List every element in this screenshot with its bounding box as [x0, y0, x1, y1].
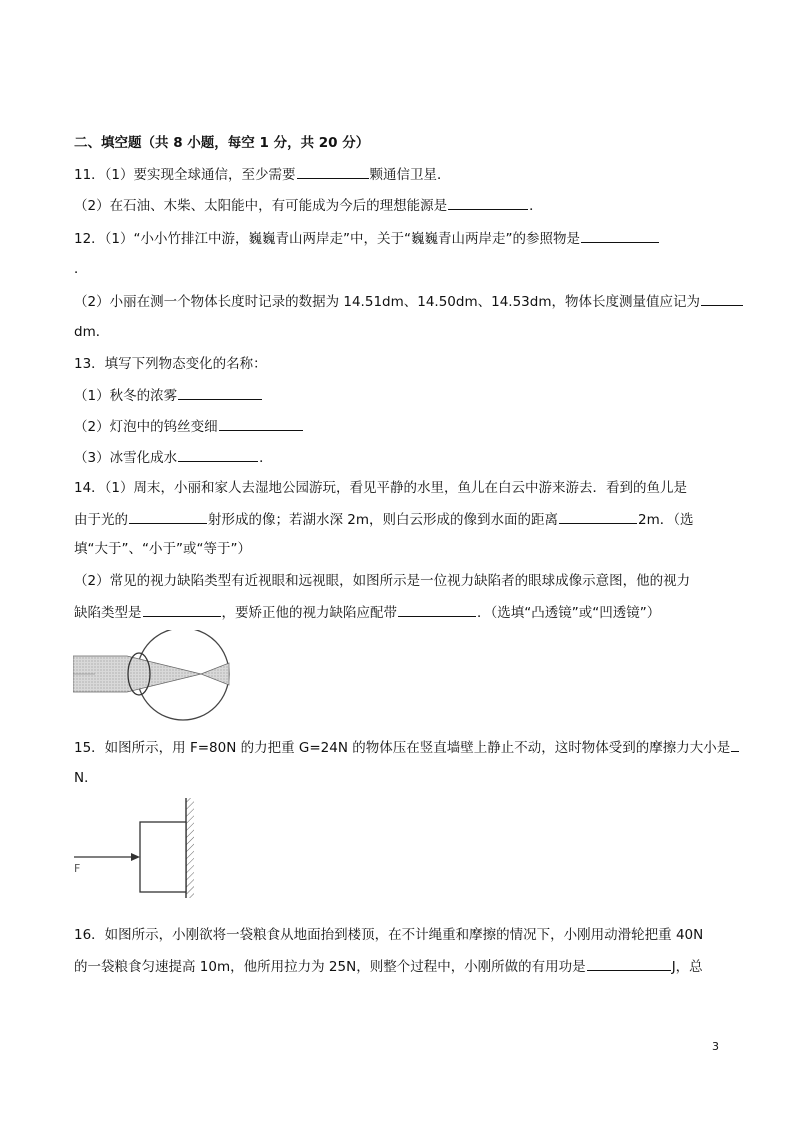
q11-line2 [74, 196, 543, 215]
q11-text-d: ． [529, 198, 543, 214]
q13-item3-end: ． [259, 450, 273, 466]
q14-line1: 14．（1）周末，小丽和家人去湿地公园游玩，看见平静的水里，鱼儿在白云中游来游去．看到的鱼儿是 [74, 480, 688, 496]
q14-text-a: 由于光的 [74, 512, 128, 528]
q14-text-e: ，要矫正他的视力缺陷应配带 [221, 605, 397, 621]
wall-force-diagram [72, 796, 197, 898]
block [140, 822, 186, 892]
wall-hatching [186, 798, 194, 898]
q15-text-a: 15．如图所示，用 F=80N 的力把重 G=24N 的物体压在竖直墙壁上静止不动，这时物体受到的摩擦力大小是 [74, 740, 731, 756]
q13-intro: 13．填写下列物态变化的名称： [74, 356, 267, 372]
q15-line2: N． [74, 770, 98, 786]
force-arrowhead [131, 853, 140, 861]
q16-text-a: 的一袋粮食匀速提高 10m，他所用拉力为 25N，则整个过程中，小刚所做的有用功是 [74, 959, 586, 975]
q11-text-c: （2）在石油、木柴、太阳能中，有可能成为今后的理想能源是 [74, 198, 448, 214]
q13-item3 [74, 448, 273, 467]
q11-blank-2[interactable] [448, 196, 528, 210]
q12-line4: dm． [74, 324, 110, 340]
q13-blank-3[interactable] [178, 448, 258, 462]
q12-line2: ． [74, 261, 88, 277]
page-number: 3 [712, 1040, 719, 1053]
q13-item3-text: （3）冰雪化成水 [74, 450, 178, 466]
q14-line5 [74, 603, 660, 622]
q13-blank-2[interactable] [219, 417, 303, 431]
q14-blank-1[interactable] [129, 510, 207, 524]
q11-line1 [74, 165, 451, 184]
q12-blank-2[interactable] [701, 292, 743, 306]
q14-blank-4[interactable] [398, 603, 476, 617]
q16-blank-1[interactable] [587, 957, 671, 971]
q14-text-d: 缺陷类型是 [74, 605, 142, 621]
q13-item2-text: （2）灯泡中的钨丝变细 [74, 419, 218, 435]
q14-blank-3[interactable] [143, 603, 221, 617]
q13-item1-text: （1）秋冬的浓雾 [74, 388, 178, 404]
light-diverge [201, 663, 229, 685]
eye-diagram [73, 630, 239, 722]
q15-blank-1[interactable] [731, 738, 739, 752]
q14-line4: （2）常见的视力缺陷类型有近视眼和远视眼，如图所示是一位视力缺陷者的眼球成像示意图，他的视力 [74, 573, 691, 589]
q14-text-f: ．（选填“凸透镜”或“凹透镜”） [477, 605, 661, 621]
q12-text-b: （2）小丽在测一个物体长度时记录的数据为 14.51dm、14.50dm、14.53dm，物体长度测量值应记为 [74, 294, 700, 310]
q12-text-a: 12．（1）“小小竹排江中游，巍巍青山两岸走”中，关于“巍巍青山两岸走”的参照物是 [74, 231, 580, 247]
q13-item2 [74, 417, 304, 436]
q16-text-b: J，总 [671, 959, 703, 975]
q14-text-c: 2m．（选 [638, 512, 694, 528]
q11-blank-1[interactable] [297, 165, 369, 179]
q14-line2 [74, 510, 694, 529]
q16-line1: 16．如图所示，小刚欲将一袋粮食从地面抬到楼顶，在不计绳重和摩擦的情况下，小刚用动滑轮把重 40N [74, 927, 704, 943]
q14-blank-2[interactable] [559, 510, 637, 524]
q11-text-b: 颗通信卫星． [369, 167, 451, 183]
q11-text-a: 11．（1）要实现全球通信，至少需要 [74, 167, 296, 183]
force-label: F [74, 862, 81, 875]
q13-blank-1[interactable] [178, 386, 262, 400]
section-title: 二、填空题（共 8 小题，每空 1 分，共 20 分） [74, 135, 370, 151]
q14-line3: 填“大于”、“小于”或“等于”） [74, 541, 251, 557]
q16-line2 [74, 957, 703, 976]
q12-line1 [74, 229, 660, 248]
q14-text-b: 射形成的像；若湖水深 2m，则白云形成的像到水面的距离 [208, 512, 559, 528]
q12-blank-1[interactable] [581, 229, 659, 243]
q15-line1 [74, 738, 740, 757]
q13-item1 [74, 386, 263, 405]
q12-line3 [74, 292, 744, 311]
